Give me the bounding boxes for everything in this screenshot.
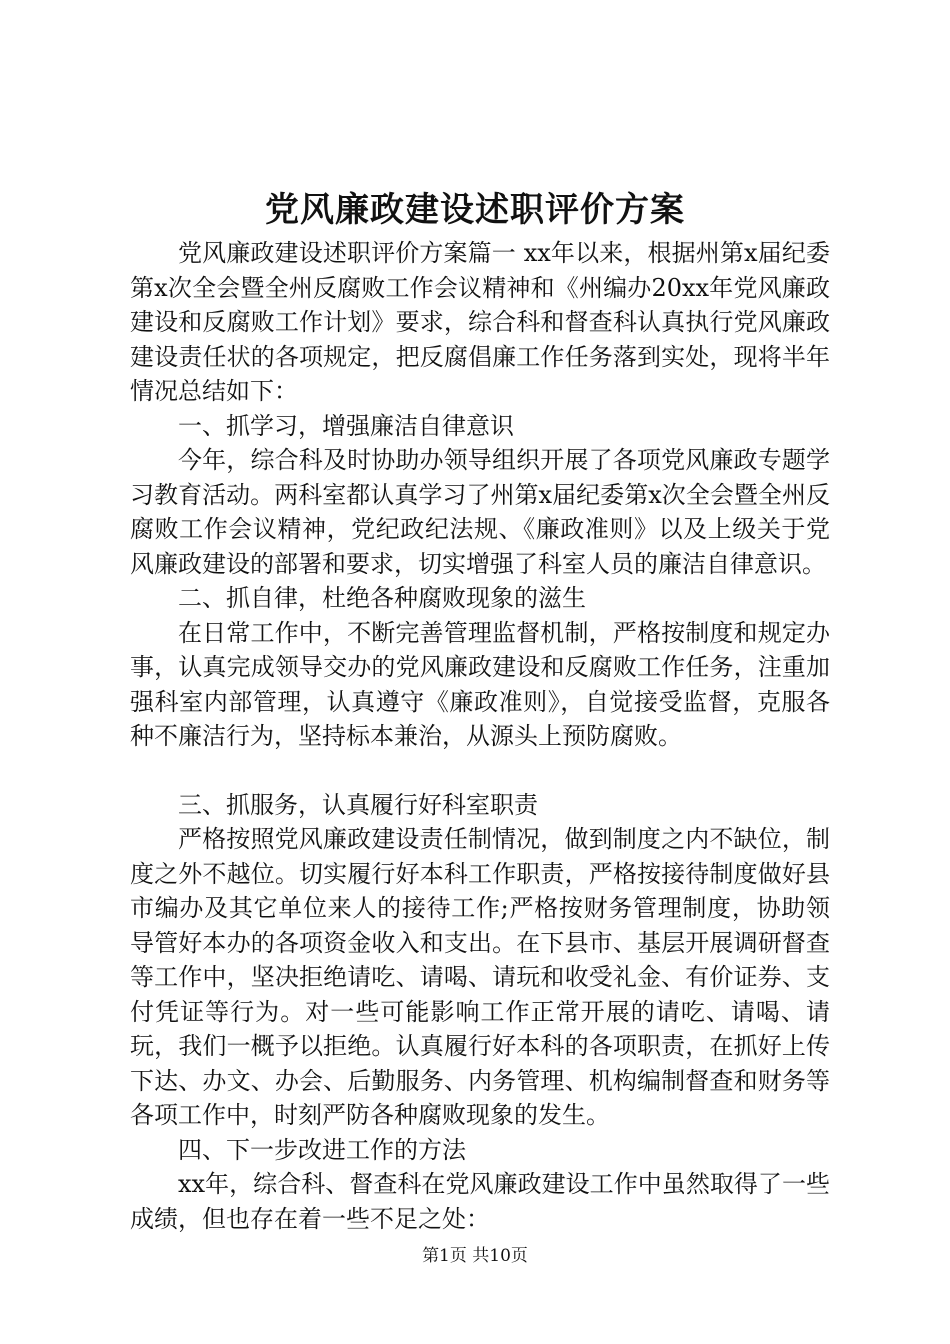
document-title: 党风廉政建设述职评价方案 [265,190,685,230]
section-heading-4: 四、下一步改进工作的方法 [178,1135,466,1164]
section-paragraph-4: xx年，综合科、督查科在党风廉政建设工作中虽然取得了一些成绩，但也存在着一些不足之处： [130,1170,830,1233]
intro-paragraph: 党风廉政建设述职评价方案篇一 xx年以来，根据州第x届纪委第x次全会暨全州反腐败工作会议精神和《州编办20xx年党风廉政建设和反腐败工作计划》要求，综合科和督查科认真执行党风廉政建设责任状的各项规定，把反腐倡廉工作任务落到实处，现将半年情况总结如下： [130,239,830,405]
section-paragraph-3: 严格按照党风廉政建设责任制情况，做到制度之内不缺位，制度之外不越位。切实履行好本科工作职责，严格按接待制度做好县市编办及其它单位来人的接待工作;严格按财务管理制度，协助领导管好本办的各项资金收入和支出。在下县市、基层开展调研督查等工作中，坚决拒绝请吃、请喝、请玩和收受礼金、有价证券、支付凭证等行为。对一些可能影响工作正常开展的请吃、请喝、请玩，我们一概予以拒绝。认真履行好本科的各项职责，在抓好上传下达、办文、办会、后勤服务、内务管理、机构编制督查和财务等各项工作中，时刻严防各种腐败现象的发生。 [130,825,830,1129]
document-body [130,236,830,1236]
section-heading-1: 一、抓学习，增强廉洁自律意识 [178,411,514,440]
page-footer [0,1244,950,1268]
page-number: 第1页 [422,1246,467,1266]
section-paragraph-1: 今年，综合科及时协助办领导组织开展了各项党风廉政专题学习教育活动。两科室都认真学习了州第x届纪委第x次全会暨全州反腐败工作会议精神，党纪政纪法规、《廉政准则》以及上级关于党风廉政建设的部署和要求，切实增强了科室人员的廉洁自律意识。 [130,446,830,578]
page-total: 共10页 [472,1246,528,1266]
section-paragraph-2: 在日常工作中，不断完善管理监督机制，严格按制度和规定办事，认真完成领导交办的党风廉政建设和反腐败工作任务，注重加强科室内部管理，认真遵守《廉政准则》，自觉接受监督，克服各种不廉洁行为，坚持标本兼治，从源头上预防腐败。 [130,618,830,750]
section-heading-2: 二、抓自律，杜绝各种腐败现象的滋生 [178,584,586,612]
section-heading-3: 三、抓服务，认真履行好科室职责 [178,790,538,819]
